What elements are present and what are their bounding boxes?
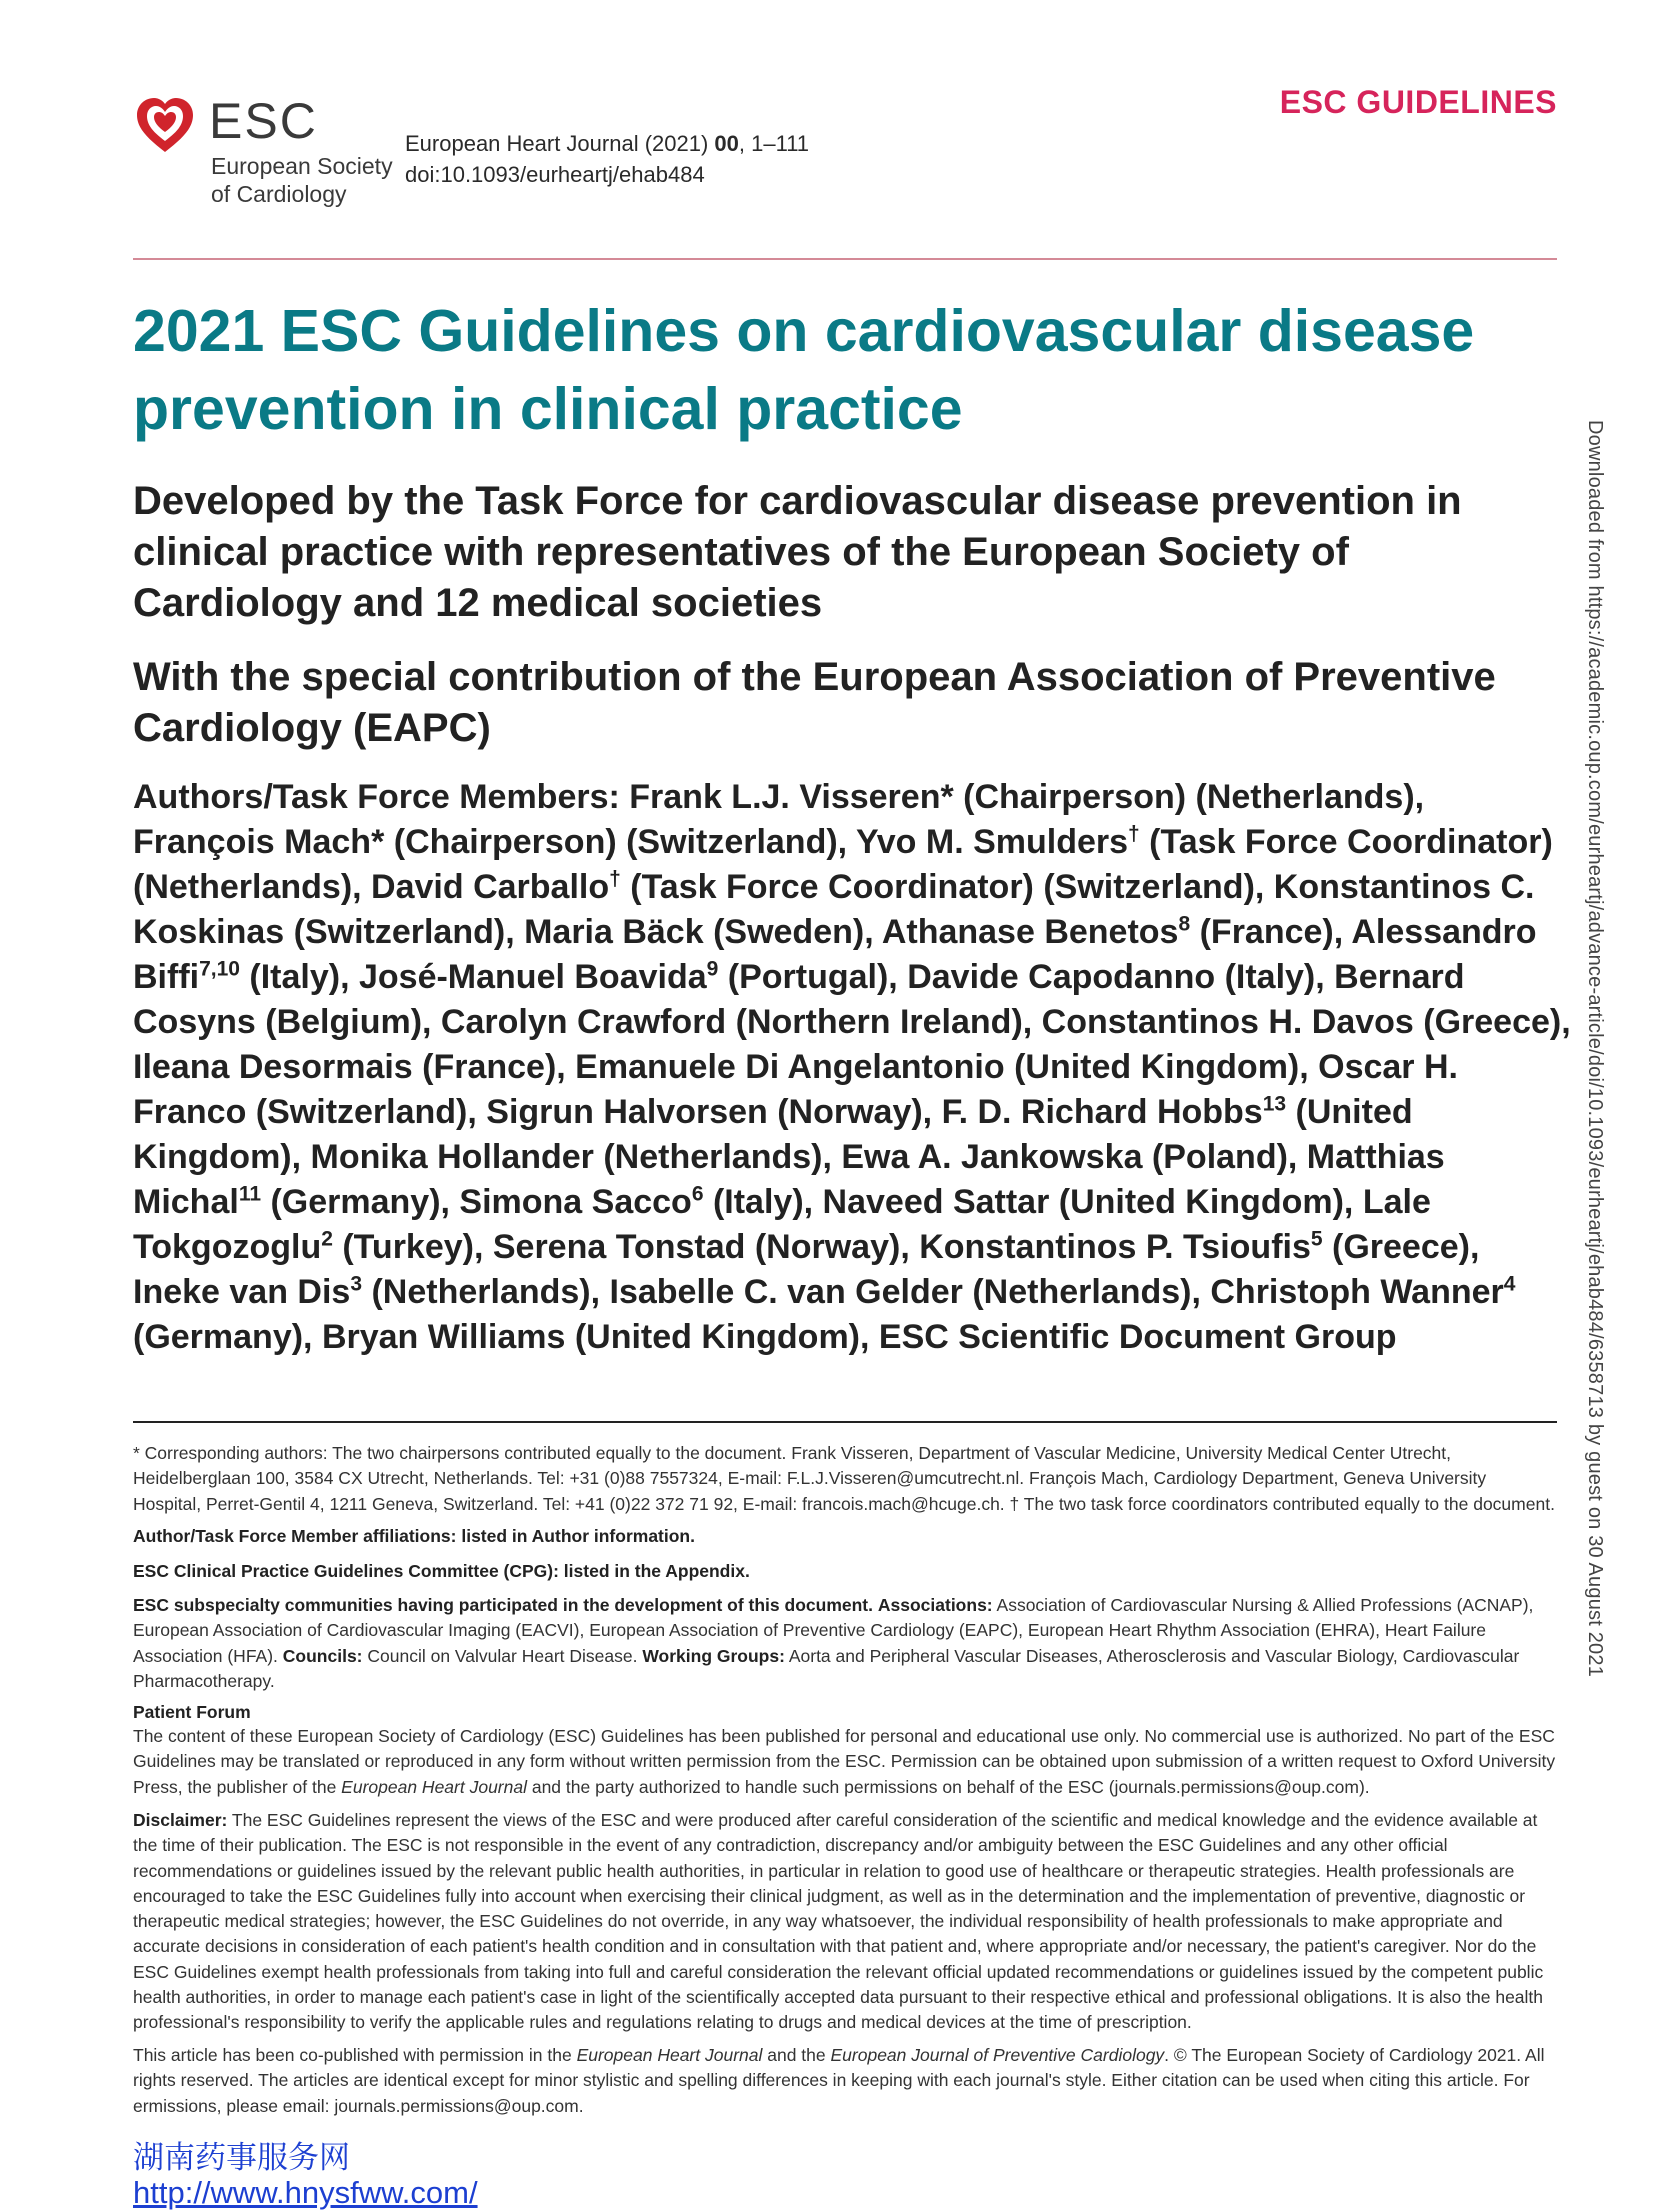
watermark-site-name: 湖南药事服务网 [133,2140,350,2176]
copub-part-a: This article has been co-published with permission in the [133,2045,577,2065]
journal-name: European Heart Journal (2021) [405,131,715,156]
affiliations-text: Author/Task Force Member affiliations: listed in Author information. [133,1526,695,1546]
author-list [133,775,1573,1360]
authors-divider [133,1421,1557,1423]
working-groups-text: Aorta and Peripheral Vascular Diseases, Atherosclerosis and Vascular Biology, Cardiovascular Pharmacotherapy. [133,1645,1520,1691]
cpg-text: ESC Clinical Practice Guidelines Committee (CPG): listed in the Appendix. [133,1561,750,1581]
author-text-segment: (Task Force Coordinator) (Netherlands), David Carballo [133,823,1553,906]
councils-label: Councils: [282,1645,363,1666]
author-text-segment: (United Kingdom), Monika Hollander (Netherlands), Ewa A. Jankowska (Poland), Matthias Michal [133,1093,1445,1221]
associations-label: Associations: [877,1595,993,1615]
author-text-segment: (Portugal), Davide Capodanno (Italy), Bernard Cosyns (Belgium), Carolyn Crawford (Northern Ireland), Constantinos H. Davos (Greece), Ileana Desormais (France), Emanuele Di Angelantonio (United Kingdom), Oscar H. Franco (Switzerland), Sigrun Halvorsen (Norway), F. D. Richard Hobbs [133,958,1571,1131]
author-affiliation-mark: 13 [1262,1092,1287,1116]
patient-forum-text [133,1724,1557,1800]
author-text-segment: (Italy), José-Manuel Boavida [239,958,707,996]
author-affiliation-mark: 3 [350,1272,363,1296]
author-text-segment: (Turkey), Serena Tonstad (Norway), Konstantinos P. Tsioufis [332,1228,1311,1266]
author-text-segment: (Germany), Simona Sacco [261,1183,692,1221]
watermark-url-link[interactable]: http://www.hnysfww.com/ [133,2175,478,2210]
logo-subtitle-line-2: of Cardiology [211,181,347,207]
doi: doi:10.1093/eurheartj/ehab484 [405,162,705,187]
disclaimer-label: Disclaimer: [133,1810,228,1830]
header-divider [133,258,1557,260]
article-subtitle: Developed by the Task Force for cardiovascular disease prevention in clinical practice with representatives of the European Society of Cardiology and 12 medical societies [133,479,1462,625]
copublication-note [133,2043,1557,2119]
author-text-segment: (Task Force Coordinator) (Switzerland), Konstantinos C. Koskinas (Switzerland), Maria Bäck (Sweden), Athanase Benetos [133,868,1535,951]
affiliations-note [133,1524,1557,1549]
author-text-segment: (France), Alessandro Biffi [133,913,1537,996]
logo-text: ESC [209,93,318,149]
logo-subtitle [211,152,393,208]
journal-line [405,128,809,159]
journal-pages: , 1–111 [738,131,810,156]
patient-forum-heading: Patient Forum [133,1702,251,1722]
esc-logo [133,90,393,210]
author-text-segment: (Germany), Bryan Williams (United Kingdom), ESC Scientific Document Group [133,1318,1397,1356]
subspecialty-note [133,1593,1557,1694]
section-label: ESC GUIDELINES [1279,84,1557,120]
copub-journal-2: European Journal of Preventive Cardiology [830,2045,1165,2065]
cpg-note [133,1559,1557,1584]
author-affiliation-mark: 9 [706,957,719,981]
article-title: 2021 ESC Guidelines on cardiovascular disease prevention in clinical practice [133,298,1475,442]
patient-forum-part-b: and the party authorized to handle such permissions on behalf of the ESC (journals.permissions@oup.com). [526,1776,1370,1797]
author-affiliation-mark: 7,10 [199,957,240,981]
heart-logo-icon [133,94,197,158]
corresponding-authors-note: * Corresponding authors: The two chairpersons contributed equally to the document. Frank Visseren, Department of Vascular Medicine, University Medical Center Utrecht, Heidelberglaan 100, 3584 CX Utrecht, Netherlands. Tel: +31 (0)88 7557324, E-mail: F.L.J.Visseren@umcutrecht.nl. François Mach, Cardiology Department, Geneva University Hospital, Perret-Gentil 4, 1211 Geneva, Switzerland. Tel: +41 (0)22 372 71 92, E-mail: francois.mach@hcuge.ch. † The two task force coordinators contributed equally to the document. [133,1443,1555,1514]
associations-text: Association of Cardiovascular Nursing & Allied Professions (ACNAP), European Association of Cardiovascular Imaging (EACVI), European Association of Preventive Cardiology (EAPC), European Heart Rhythm Association (EHRA), Heart Failure Association (HFA). [133,1595,1534,1666]
subspecialty-label: ESC subspecialty communities having participated in the development of this document. [133,1595,873,1615]
logo-subtitle-line-1: European Society [211,153,393,179]
author-text-segment: (Italy), Naveed Sattar (United Kingdom), Lale Tokgozoglu [133,1183,1431,1266]
copub-part-c: . © The European Society of Cardiology 2021. All rights reserved. The articles are identical except for minor stylistic and spelling differences in keeping with each journal's style. Either citation can be used when citing this article. For ermissions, please email: journals.permissions@oup.com. [133,2045,1545,2116]
working-groups-label: Working Groups: [642,1645,785,1666]
copub-part-b: and the [762,2045,831,2065]
copub-journal-1: European Heart Journal [576,2045,763,2065]
patient-forum-journal: European Heart Journal [341,1776,527,1797]
special-contribution: With the special contribution of the European Association of Preventive Cardiology (EAPC) [133,655,1496,750]
author-affiliation-mark: † [609,867,621,891]
author-text-segment: (Greece), Ineke van Dis [133,1228,1480,1311]
author-affiliation-mark: 8 [1178,912,1191,936]
journal-volume: 00 [714,131,739,156]
patient-forum-part-a: The content of these European Society of Cardiology (ESC) Guidelines has been published for personal and educational use only. No commercial use is authorized. No part of the ESC Guidelines may be translated or reproduced in any form without written permission from the ESC. Permission can be obtained upon submission of a written request to Oxford University Press, the publisher of the [133,1726,1556,1797]
author-affiliation-mark: 5 [1310,1227,1323,1251]
author-affiliation-mark: 4 [1503,1272,1516,1296]
author-affiliation-mark: 6 [691,1182,704,1206]
author-affiliation-mark: † [1128,822,1140,846]
journal-citation [405,128,809,190]
councils-text: Council on Valvular Heart Disease. [362,1645,638,1666]
download-notice-vertical: Downloaded from https://academic.oup.com/eurheartj/advance-article/doi/10.1093/eurheartj/ehab484/6358713 by guest on 30 August 2021 [1584,420,1606,1678]
author-text-segment: (Netherlands), Isabelle C. van Gelder (Netherlands), Christoph Wanner [362,1273,1504,1311]
disclaimer-text: The ESC Guidelines represent the views of the ESC and were produced after careful consideration of the scientific and medical knowledge and the evidence available at the time of their publication. The ESC is not responsible in the event of any contradiction, discrepancy and/or ambiguity between the ESC Guidelines and any other official recommendations or guidelines issued by the relevant public health authorities, in particular in relation to good use of healthcare or therapeutic strategies. Health professionals are encouraged to take the ESC Guidelines fully into account when exercising their clinical judgment, as well as in the determination and the implementation of preventive, diagnostic or therapeutic medical strategies; however, the ESC Guidelines do not override, in any way whatsoever, the individual responsibility of health professionals to make appropriate and accurate decisions in consideration of each patient's health condition and in consultation with that patient and, where appropriate and/or necessary, the patient's caregiver. Nor do the ESC Guidelines exempt health professionals from taking into full and careful consideration the relevant official updated recommendations or guidelines issued by the competent public health authorities, in order to manage each patient's case in light of the scientifically accepted data pursuant to their respective ethical and professional obligations. It is also the health professional's responsibility to verify the applicable rules and regulations relating to drugs and medical devices at the time of prescription. [133,1810,1544,2033]
author-affiliation-mark: 11 [238,1182,262,1206]
disclaimer [133,1808,1557,2036]
author-affiliation-mark: 2 [321,1227,333,1251]
author-text-segment: Authors/Task Force Members: Frank L.J. Visseren* (Chairperson) (Netherlands), François Mach* (Chairperson) (Switzerland), Yvo M. Smulders [133,778,1425,861]
